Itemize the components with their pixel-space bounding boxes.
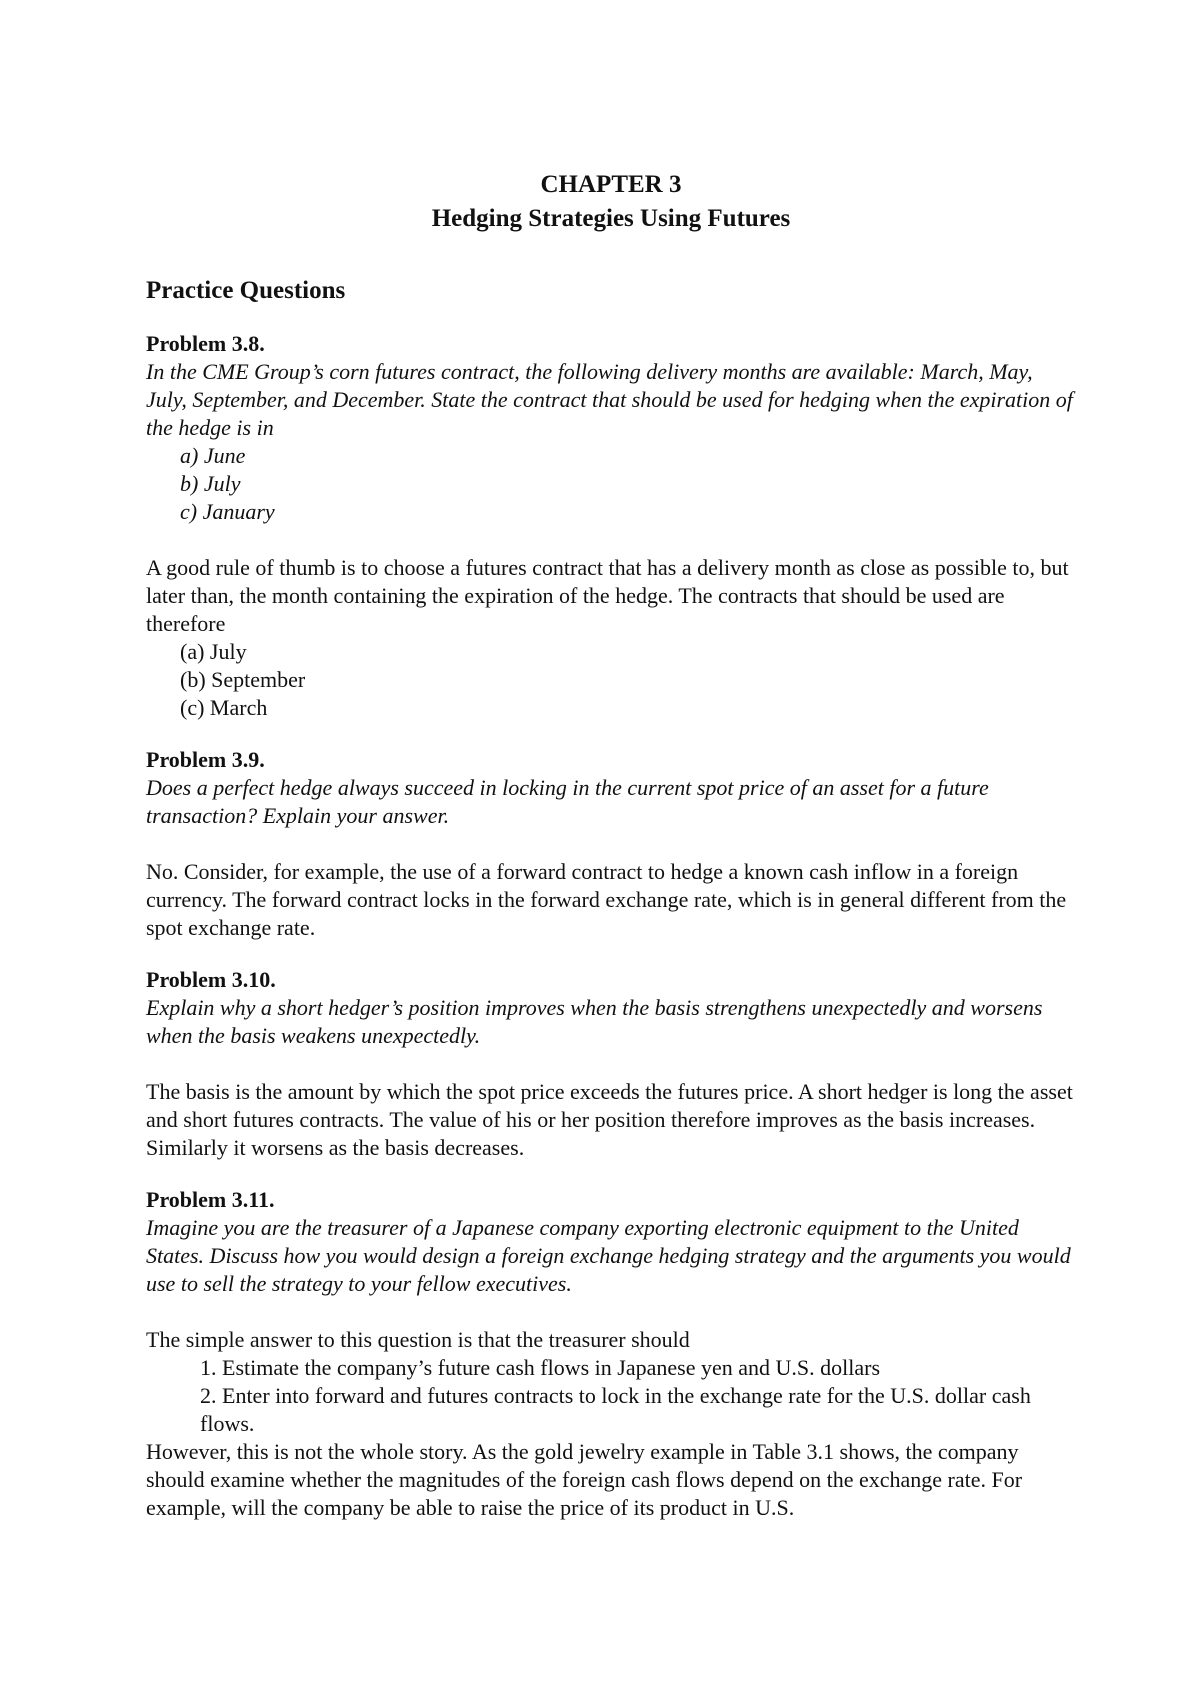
problem-answer — [146, 858, 1076, 942]
answer-option: (b) September — [180, 667, 306, 692]
problem-answer — [146, 1326, 1076, 1522]
problem-question — [146, 994, 1076, 1050]
answer-text: The basis is the amount by which the spot price exceeds the futures price. A short hedger is long the asset and short futures contracts. The value of his or her position therefore improves as the basis increases. Similarly it worsens as the basis decreases. — [146, 1079, 1073, 1160]
answer-followup: However, this is not the whole story. As the gold jewelry example in Table 3.1 shows, the company should examine whether the magnitudes of the foreign cash flows depend on the exchange rate. For example, will the company be able to raise the price of its product in U.S. — [146, 1439, 1023, 1520]
problem-heading: Problem 3.9. — [146, 747, 265, 772]
problem-answer — [146, 1078, 1076, 1162]
question-text: In the CME Group’s corn futures contract, the following delivery months are available: March, May, July, September, and December. State the contract that should be used for hedging when the expiration of the hedge is in — [146, 359, 1073, 440]
answer-text: No. Consider, for example, the use of a forward contract to hedge a known cash inflow in a foreign currency. The forward contract locks in the forward exchange rate, which is in general different from the spot exchange rate. — [146, 859, 1067, 940]
question-option: b) July — [180, 471, 241, 496]
question-option: a) June — [180, 443, 246, 468]
chapter-title: CHAPTER 3 — [540, 171, 682, 198]
question-option: c) January — [180, 499, 275, 524]
problem-3-11 — [146, 1186, 1076, 1522]
question-text: Does a perfect hedge always succeed in locking in the current spot price of an asset for a future transaction? Explain your answer. — [146, 775, 989, 828]
problem-heading: Problem 3.8. — [146, 331, 265, 356]
problem-3-8 — [146, 330, 1076, 722]
document-page — [146, 168, 1076, 1546]
answer-option: (a) July — [180, 639, 247, 664]
answer-text: A good rule of thumb is to choose a futures contract that has a delivery month as close as possible to, but later than, the month containing the expiration of the hedge. The contracts that should be used are therefore — [146, 555, 1069, 636]
chapter-subtitle: Hedging Strategies Using Futures — [431, 205, 791, 232]
problem-3-10 — [146, 966, 1076, 1162]
answer-step: 1. Estimate the company’s future cash flows in Japanese yen and U.S. dollars — [200, 1355, 881, 1380]
problem-question — [146, 1214, 1076, 1298]
answer-intro: The simple answer to this question is that the treasurer should — [146, 1327, 690, 1352]
question-text: Imagine you are the treasurer of a Japanese company exporting electronic equipment to the United States. Discuss how you would design a foreign exchange hedging strategy and the arguments you would use to sell the strategy to your fellow executives. — [146, 1215, 1071, 1296]
question-text: Explain why a short hedger’s position improves when the basis strengthens unexpectedly and worsens when the basis weakens unexpectedly. — [146, 995, 1043, 1048]
problem-heading: Problem 3.11. — [146, 1187, 275, 1212]
answer-steps — [146, 1354, 1076, 1438]
answer-step: 2. Enter into forward and futures contracts to lock in the exchange rate for the U.S. dollar cash flows. — [200, 1383, 1031, 1436]
problem-answer — [146, 554, 1076, 722]
section-title: Practice Questions — [146, 277, 346, 304]
question-options — [146, 442, 1076, 526]
problem-question — [146, 774, 1076, 830]
problem-heading: Problem 3.10. — [146, 967, 276, 992]
answer-option: (c) March — [180, 695, 268, 720]
answer-options — [146, 638, 1076, 722]
problem-3-9 — [146, 746, 1076, 942]
problem-question — [146, 358, 1076, 526]
